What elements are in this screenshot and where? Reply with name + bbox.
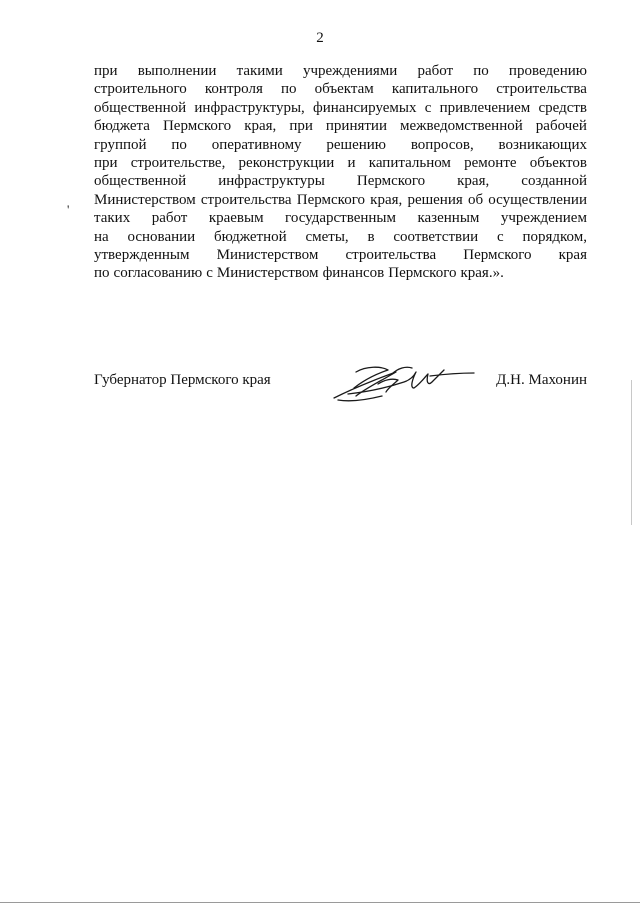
word: решению xyxy=(326,136,387,153)
word: строительства xyxy=(200,191,292,208)
word: инфраструктуры, xyxy=(194,99,305,116)
word: средств xyxy=(538,99,587,116)
word: финансируемых xyxy=(313,99,417,116)
word: осуществлении xyxy=(488,191,587,208)
scan-edge-line xyxy=(631,380,632,525)
word: бюджета xyxy=(94,118,150,135)
word: Министерством xyxy=(216,247,319,264)
word: утвержденным xyxy=(94,247,190,264)
handwritten-signature xyxy=(326,358,476,408)
word: ремонте xyxy=(464,155,517,172)
word: Пермского xyxy=(463,247,532,264)
word: по xyxy=(280,81,297,98)
word: с xyxy=(206,265,213,282)
word: краевым xyxy=(208,210,264,227)
word: такими xyxy=(236,63,283,79)
word: капитального xyxy=(391,81,479,98)
word: строительстве, xyxy=(130,155,226,172)
word: реконструкции xyxy=(238,155,335,172)
word: бюджетной xyxy=(214,228,287,245)
word: Пермского xyxy=(356,173,426,190)
word: края xyxy=(558,247,587,264)
text-line xyxy=(94,117,587,135)
text-line xyxy=(94,228,587,246)
word: по xyxy=(94,265,110,282)
word: порядком, xyxy=(522,228,587,245)
page-number: 2 xyxy=(316,30,324,46)
document-body xyxy=(94,62,587,283)
word: соответствии xyxy=(393,228,479,245)
word: общественной xyxy=(94,173,187,190)
word: привлечением xyxy=(439,99,531,116)
word: с xyxy=(424,99,432,116)
word: рабочей xyxy=(535,118,587,135)
text-line xyxy=(94,80,587,98)
word: края, xyxy=(244,118,277,135)
word: на xyxy=(94,228,109,245)
word: межведомственной xyxy=(400,118,523,135)
scan-bottom-rule xyxy=(0,902,640,903)
word: края, xyxy=(370,191,403,208)
word: объектов xyxy=(529,155,587,172)
signer-title: Губернатор Пермского края xyxy=(94,372,271,388)
word: таких xyxy=(94,210,131,227)
word: при xyxy=(289,118,313,135)
word: согласованию xyxy=(113,265,203,282)
word: созданной xyxy=(521,173,587,190)
word: решения xyxy=(407,191,463,208)
signer-name: Д.Н. Махонин xyxy=(496,372,587,388)
word: государственным xyxy=(285,210,396,227)
text-line xyxy=(94,172,587,190)
word: края.». xyxy=(460,265,504,282)
word: при xyxy=(94,155,118,172)
text-line xyxy=(94,62,587,80)
word: работ xyxy=(151,210,188,227)
word: оперативному xyxy=(211,136,302,153)
word: объектам xyxy=(314,81,374,98)
text-line xyxy=(94,154,587,172)
word: общественной xyxy=(94,99,187,116)
word: возникающих xyxy=(498,136,587,153)
word: об xyxy=(467,191,484,208)
word: при xyxy=(94,63,118,79)
word: по xyxy=(473,63,489,79)
word: контроля xyxy=(204,81,263,98)
word: Министерством xyxy=(216,265,319,282)
word: по xyxy=(171,136,187,153)
text-line xyxy=(94,246,587,264)
word: учреждением xyxy=(500,210,587,227)
text-line xyxy=(94,264,587,282)
text-line xyxy=(94,191,587,209)
word: Пермского xyxy=(296,191,365,208)
word: работ xyxy=(417,63,454,79)
word: сметы, xyxy=(305,228,349,245)
text-line xyxy=(94,99,587,117)
margin-mark: ' xyxy=(67,202,70,217)
word: принятии xyxy=(325,118,387,135)
word: выполнении xyxy=(137,63,217,79)
word: инфраструктуры xyxy=(218,173,325,190)
word: учреждениями xyxy=(302,63,398,79)
word: строительного xyxy=(94,81,187,98)
word: Пермского xyxy=(388,265,457,282)
word: казенным xyxy=(417,210,480,227)
word: основании xyxy=(127,228,196,245)
word: строительства xyxy=(345,247,437,264)
word: группой xyxy=(94,136,147,153)
word: в xyxy=(367,228,375,245)
word: капитальном xyxy=(368,155,451,172)
text-line xyxy=(94,209,587,227)
word: и xyxy=(347,155,356,172)
word: Министерством xyxy=(94,191,196,208)
word: строительства xyxy=(496,81,587,98)
word: финансов xyxy=(322,265,385,282)
word: вопросов, xyxy=(410,136,474,153)
word: с xyxy=(496,228,504,245)
word: проведению xyxy=(508,63,587,79)
word: края, xyxy=(457,173,490,190)
word: Пермского xyxy=(162,118,232,135)
text-line xyxy=(94,136,587,154)
